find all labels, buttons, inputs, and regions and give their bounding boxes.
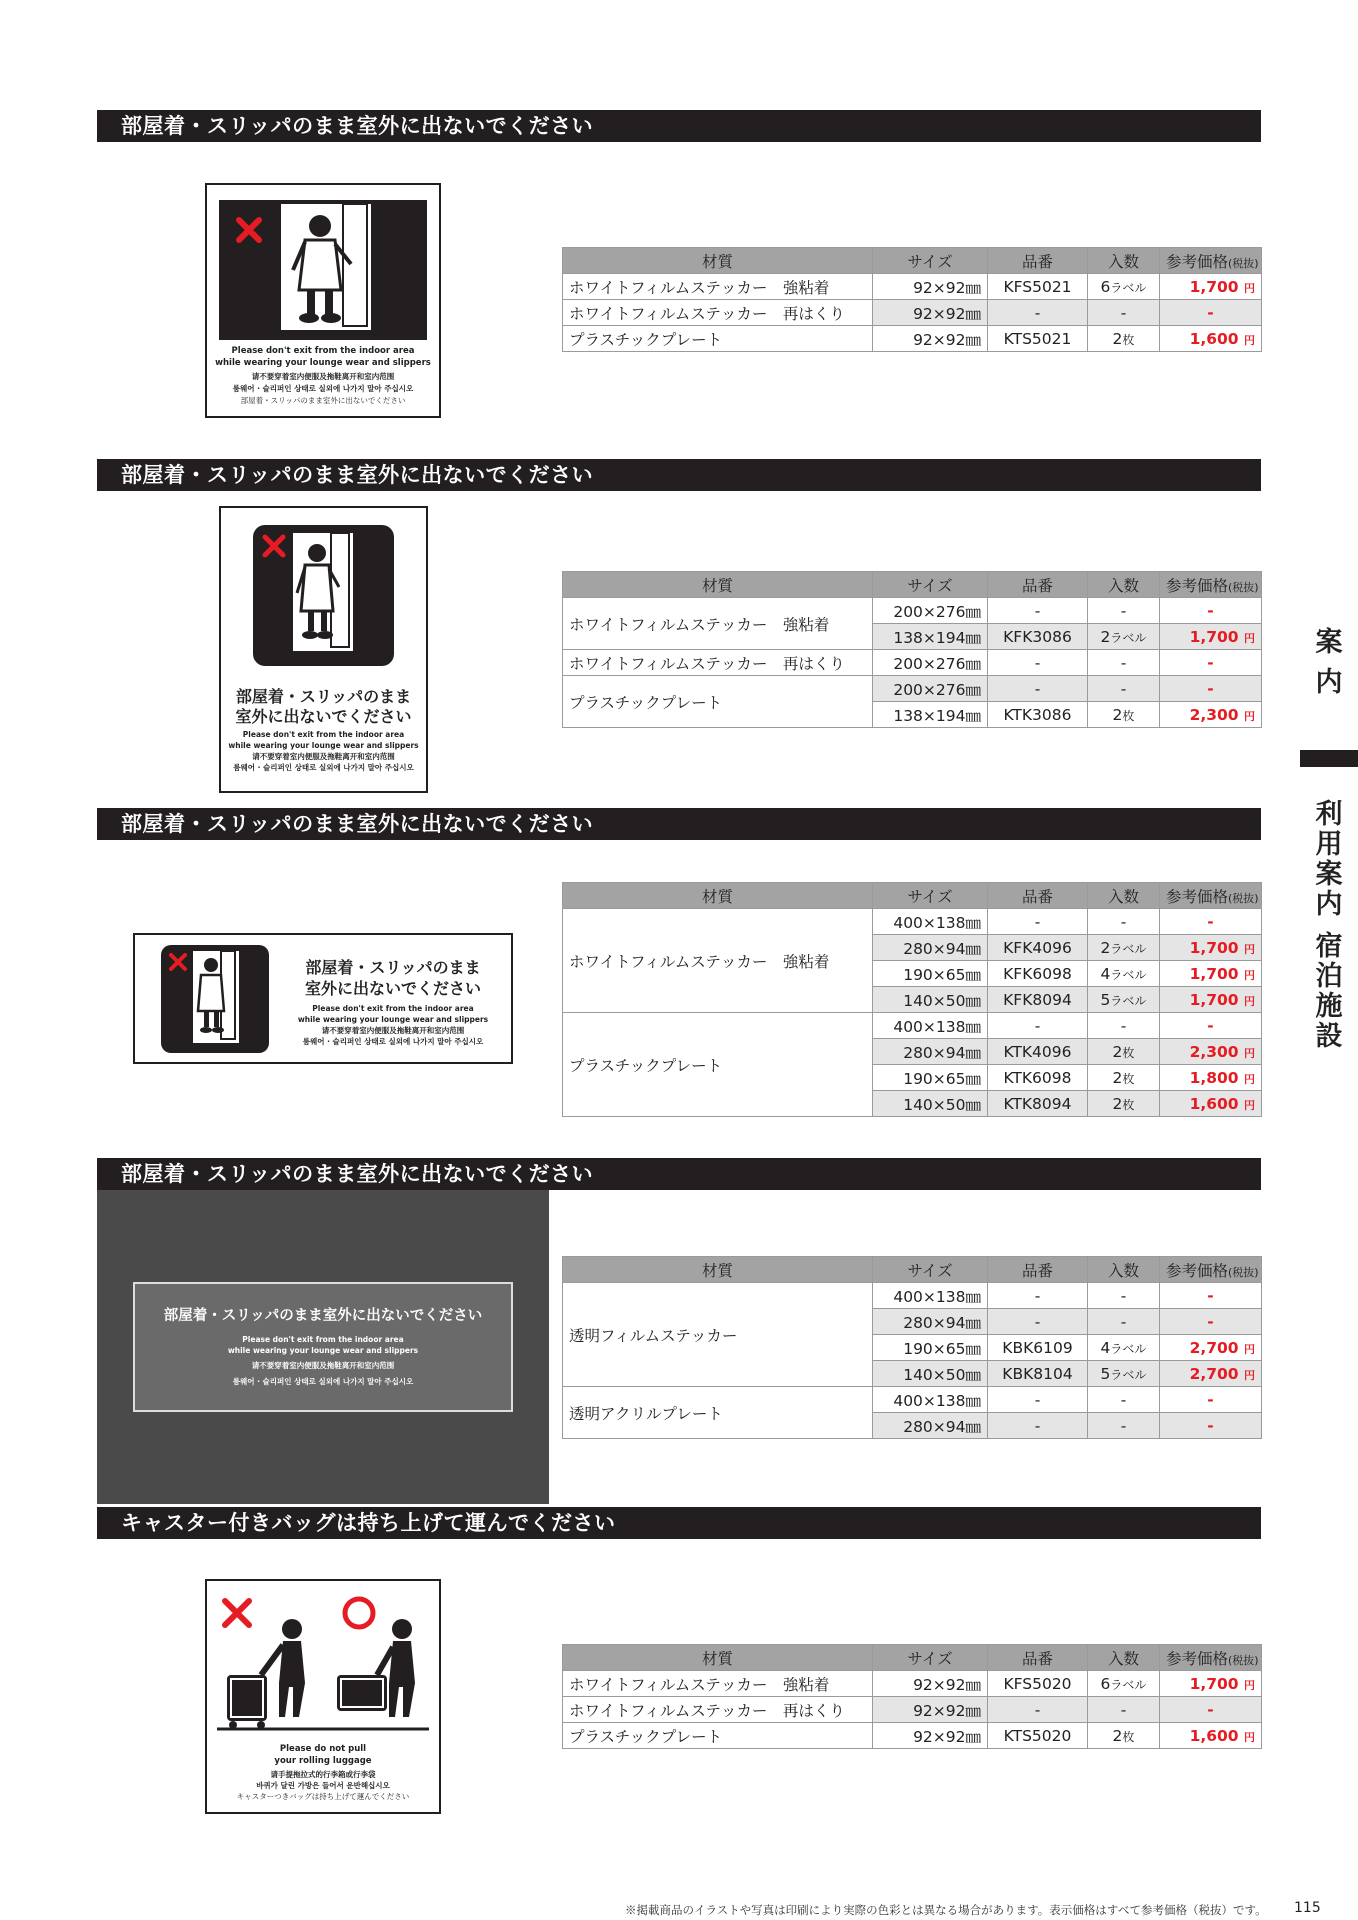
sign-text-block <box>283 957 503 1047</box>
header-price: 参考価格(税抜) <box>1160 572 1262 598</box>
sign-ko: 룸웨어 · 슬리퍼인 상태로 실외에 나가지 말아 주십시오 <box>233 763 414 772</box>
sign-cn: 请不要穿着室内便服及拖鞋离开和室内范围 <box>252 752 395 761</box>
header-code: 品番 <box>988 248 1088 274</box>
sign-ko: 룸웨어 · 슬리퍼인 상태로 실외에 나가지 말아 주십시오 <box>232 384 414 393</box>
sign-ko: 룸웨어 · 슬리퍼인 상태로 실외에 나가지 말아 주십시오 <box>302 1037 484 1046</box>
table-row: 140×50㎜ KTK8094 2枚 1,600 円 <box>563 1091 1262 1117</box>
side-tab-subcategory: 利 用 案 内 宿 泊 施 設 <box>1315 799 1343 1052</box>
page-number: 115 <box>1294 1900 1321 1916</box>
table-row: 140×50㎜ KFK8094 5ラベル 1,700 円 <box>563 987 1262 1013</box>
table-row: ホワイトフィルムステッカー 再はくり 92×92㎜ - - - <box>563 300 1262 326</box>
table-row: ホワイトフィルムステッカー 強粘着 200×276㎜ - - - <box>563 598 1262 624</box>
table-row: 280×94㎜ - - - <box>563 1413 1262 1439</box>
table-row: プラスチックプレート 400×138㎜ - - - <box>563 1013 1262 1039</box>
table-row: 280×94㎜ KTK4096 2枚 2,300 円 <box>563 1039 1262 1065</box>
sign-en-line2: while wearing your lounge wear and slippers <box>215 358 431 368</box>
header-qty: 入数 <box>1088 248 1160 274</box>
section-title-5: キャスター付きバッグは持ち上げて運んでください <box>97 1507 1261 1539</box>
header-price: 参考価格(税抜) <box>1160 1645 1262 1671</box>
correct-circle-icon <box>345 1599 373 1627</box>
table-row: 190×65㎜ KBK6109 4ラベル 2,700 円 <box>563 1335 1262 1361</box>
header-code: 品番 <box>988 572 1088 598</box>
luggage-pictogram <box>217 1591 429 1731</box>
header-material: 材質 <box>563 1257 873 1283</box>
sign-cn: 请不要穿着室内便服及拖鞋离开和室内范围 <box>251 372 395 381</box>
section-title-2: 部屋着・スリッパのまま室外に出ないでください <box>97 459 1261 491</box>
side-tab-category: 案 内 <box>1315 627 1343 698</box>
header-size: サイズ <box>873 572 988 598</box>
table-row: ホワイトフィルムステッカー 強粘着 400×138㎜ - - - <box>563 909 1262 935</box>
sign-en-line2: while wearing your lounge wear and slippers <box>227 1346 419 1355</box>
header-size: サイズ <box>873 883 988 909</box>
header-qty: 入数 <box>1088 1257 1160 1283</box>
header-size: サイズ <box>873 248 988 274</box>
sign-cn: 请手提拖拉式的行李箱或行李袋 <box>270 1770 376 1779</box>
sign-en-line1: Please don't exit from the indoor area <box>231 346 415 356</box>
section-title-3: 部屋着・スリッパのまま室外に出ないでください <box>97 808 1261 840</box>
sign-ko: 룸웨어 · 슬리퍼인 상태로 실외에 나가지 말아 주십시오 <box>232 1377 414 1386</box>
sign-image-3 <box>133 933 513 1064</box>
section-title-4: 部屋着・スリッパのまま室外に出ないでください <box>97 1158 1261 1190</box>
side-tab-marker <box>1300 750 1358 767</box>
table-row: プラスチックプレート 200×276㎜ - - - <box>563 676 1262 702</box>
header-material: 材質 <box>563 248 873 274</box>
table-row: 280×94㎜ - - - <box>563 1309 1262 1335</box>
table-row: 透明アクリルプレート 400×138㎜ - - - <box>563 1387 1262 1413</box>
table-row: 280×94㎜ KFK4096 2ラベル 1,700 円 <box>563 935 1262 961</box>
header-material: 材質 <box>563 572 873 598</box>
person-at-door-pictogram <box>161 945 269 1053</box>
table-row: 190×65㎜ KTK6098 2枚 1,800 円 <box>563 1065 1262 1091</box>
sign-jp: キャスターつきバッグは持ち上げて運んでください <box>236 1792 410 1801</box>
sign-image-5 <box>205 1579 441 1814</box>
table-row: 140×50㎜ KBK8104 5ラベル 2,700 円 <box>563 1361 1262 1387</box>
header-price: 参考価格(税抜) <box>1160 883 1262 909</box>
sign-jp-big-line2: 室外に出ないでください <box>235 707 412 726</box>
spec-table-1 <box>562 247 1262 352</box>
header-material: 材質 <box>563 883 873 909</box>
sign-en-line2: your rolling luggage <box>274 1756 372 1766</box>
sign-jp-title: 部屋着・スリッパのまま室外に出ないでください <box>163 1308 483 1324</box>
header-code: 品番 <box>988 883 1088 909</box>
sign-image-2 <box>219 506 428 793</box>
sign-image-1 <box>205 183 441 418</box>
header-code: 品番 <box>988 1645 1088 1671</box>
sign-ko: 바퀴가 달린 가방은 들어서 운반해십시오 <box>256 1781 390 1790</box>
table-row: 138×194㎜ KTK3086 2枚 2,300 円 <box>563 702 1262 728</box>
table-row: ホワイトフィルムステッカー 強粘着 92×92㎜ KFS5021 6ラベル 1,700 円 <box>563 274 1262 300</box>
header-code: 品番 <box>988 1257 1088 1283</box>
spec-table-4 <box>562 1256 1262 1439</box>
footnote: ※掲載商品のイラストや写真は印刷により実際の色彩とは異なる場合があります。表示価格はすべて参考価格（税抜）です。 <box>625 1903 1267 1917</box>
sign-en-line2: while wearing your lounge wear and slippers <box>297 1015 489 1024</box>
spec-table-5 <box>562 1644 1262 1749</box>
header-qty: 入数 <box>1088 572 1160 598</box>
person-at-door-pictogram <box>253 525 394 666</box>
table-row: ホワイトフィルムステッカー 再はくり 200×276㎜ - - - <box>563 650 1262 676</box>
table-row: ホワイトフィルムステッカー 強粘着 92×92㎜ KFS5020 6ラベル 1,700 円 <box>563 1671 1262 1697</box>
sign-jp-big-line1: 部屋着・スリッパのまま <box>305 958 481 977</box>
table-row: 190×65㎜ KFK6098 4ラベル 1,700 円 <box>563 961 1262 987</box>
header-material: 材質 <box>563 1645 873 1671</box>
person-at-door-pictogram <box>219 200 427 340</box>
prohibited-x-icon <box>225 1601 249 1625</box>
sign-cn: 请不要穿着室内便服及拖鞋离开和室内范围 <box>321 1026 465 1035</box>
header-price: 参考価格(税抜) <box>1160 248 1262 274</box>
spec-table-3 <box>562 882 1262 1117</box>
sign-en-line1: Please don't exit from the indoor area <box>242 1335 404 1344</box>
sign-en-line1: Please don't exit from the indoor area <box>242 730 405 739</box>
table-row: プラスチックプレート 92×92㎜ KTS5020 2枚 1,600 円 <box>563 1723 1262 1749</box>
sign-en-line1: Please do not pull <box>279 1744 367 1754</box>
header-size: サイズ <box>873 1257 988 1283</box>
header-price: 参考価格(税抜) <box>1160 1257 1262 1283</box>
header-size: サイズ <box>873 1645 988 1671</box>
sign-image-4 <box>133 1282 513 1412</box>
sign-en-line2: while wearing your lounge wear and slippers <box>228 741 419 750</box>
table-row: 138×194㎜ KFK3086 2ラベル 1,700 円 <box>563 624 1262 650</box>
table-row: ホワイトフィルムステッカー 再はくり 92×92㎜ - - - <box>563 1697 1262 1723</box>
section-title-1: 部屋着・スリッパのまま室外に出ないでください <box>97 110 1261 142</box>
header-qty: 入数 <box>1088 883 1160 909</box>
sign-jp-big-line1: 部屋着・スリッパのまま <box>235 687 412 706</box>
sign-cn: 请不要穿着室内便服及拖鞋离开和室内范围 <box>251 1361 395 1370</box>
header-qty: 入数 <box>1088 1645 1160 1671</box>
sign-jp: 部屋着・スリッパのまま室外に出ないでください <box>240 396 406 405</box>
sign-en-line1: Please don't exit from the indoor area <box>312 1004 474 1013</box>
table-row: プラスチックプレート 92×92㎜ KTS5021 2枚 1,600 円 <box>563 326 1262 352</box>
sign-jp-big-line2: 室外に出ないでください <box>304 979 481 998</box>
table-row: 透明フィルムステッカー 400×138㎜ - - - <box>563 1283 1262 1309</box>
spec-table-2 <box>562 571 1262 728</box>
